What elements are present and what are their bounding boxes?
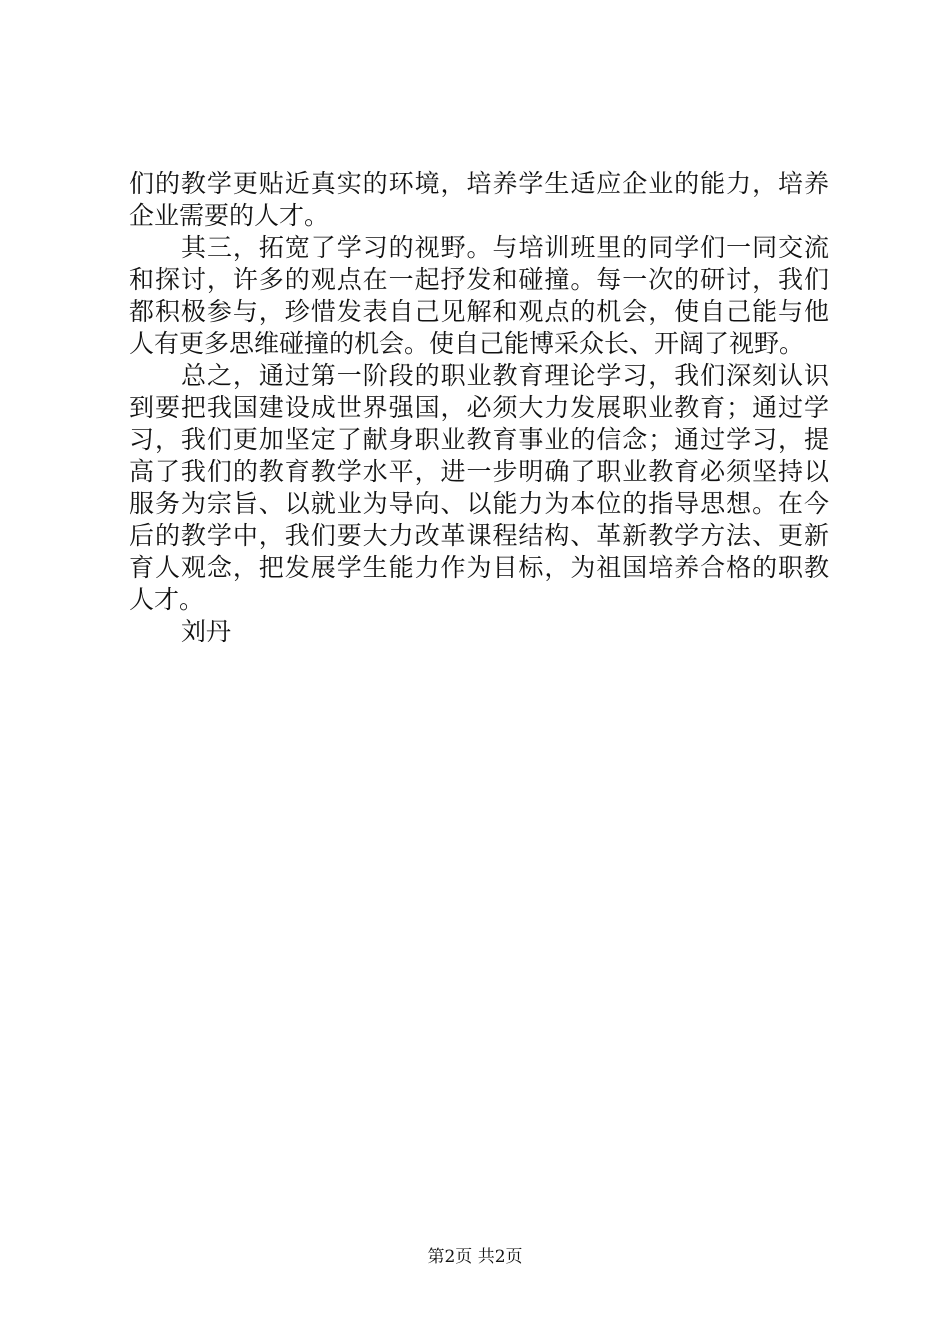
paragraph-start-line: 其三，拓宽了学习的视野。与培训班里的同学们一同交流 xyxy=(181,233,829,262)
text-line: 后的教学中，我们要大力改革课程结构、革新教学方法、更新 xyxy=(129,521,829,550)
text-line: 企业需要的人才。 xyxy=(129,201,330,230)
author-signature: 刘丹 xyxy=(181,617,232,646)
text-line: 高了我们的教育教学水平，进一步明确了职业教育必须坚持以 xyxy=(129,457,829,486)
text-line: 们的教学更贴近真实的环境，培养学生适应企业的能力，培养 xyxy=(129,169,829,198)
page-footer: 第2页 共2页 xyxy=(427,1247,523,1267)
text-line: 服务为宗旨、以就业为导向、以能力为本位的指导思想。在今 xyxy=(129,489,829,518)
text-line: 习，我们更加坚定了献身职业教育事业的信念；通过学习，提 xyxy=(129,425,829,454)
text-line: 育人观念，把发展学生能力作为目标，为祖国培养合格的职教 xyxy=(129,553,829,582)
text-line: 人才。 xyxy=(129,585,205,614)
text-line: 到要把我国建设成世界强国，必须大力发展职业教育；通过学 xyxy=(129,393,829,422)
text-line: 人有更多思维碰撞的机会。使自己能博采众长、开阔了视野。 xyxy=(129,329,805,358)
body-text xyxy=(129,168,829,648)
paragraph-start-line: 总之，通过第一阶段的职业教育理论学习，我们深刻认识 xyxy=(181,361,829,390)
text-line: 和探讨，许多的观点在一起抒发和碰撞。每一次的研讨，我们 xyxy=(129,265,829,294)
text-line: 都积极参与，珍惜发表自己见解和观点的机会，使自己能与他 xyxy=(129,297,829,326)
